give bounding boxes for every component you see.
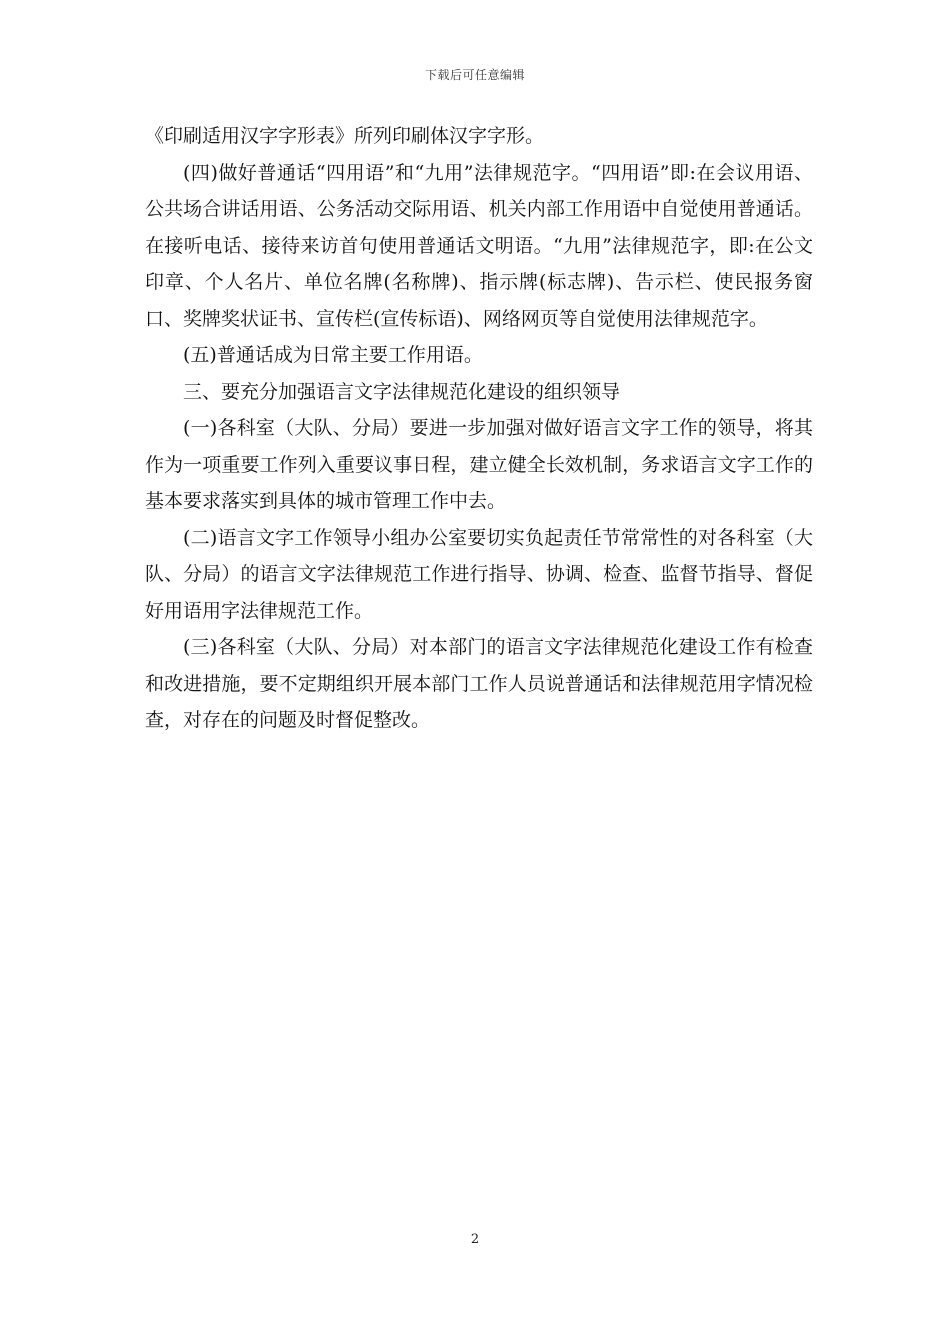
paragraph-item-five: (五)普通话成为日常主要工作用语。: [183, 344, 483, 366]
document-body: [145, 118, 813, 739]
paragraph-sub-two: (二)语言文字工作领导小组办公室要切实负起责任节常常性的对各科室（大队、分局）的语言文字法律规范工作进行指导、协调、检查、监督节指导、督促好用语用字法律规范工作。: [145, 526, 813, 622]
page-header: 下载后可任意编辑: [424, 68, 525, 82]
paragraph-sub-one: (一)各科室（大队、分局）要进一步加强对做好语言文字工作的领导，将其作为一项重要工作列入重要议事日程，建立健全长效机制，务求语言文字工作的基本要求落实到具体的城市管理工作中去。: [145, 417, 813, 512]
paragraph-sub-three: (三)各科室（大队、分局）对本部门的语言文字法律规范化建设工作有检查和改进措施，要不定期组织开展本部门工作人员说普通话和法律规范用字情况检查，对存在的问题及时督促整改。: [145, 636, 813, 731]
section-heading-three: 三、要充分加强语言文字法律规范化建设的组织领导: [183, 380, 621, 403]
paragraph-continuation: 《印刷适用汉字字形表》所列印刷体汉字字形。: [145, 125, 545, 147]
paragraph-item-four: (四)做好普通话“四用语”和“九用”法律规范字。“四用语”即:在会议用语、公共场合讲话用语、公务活动交际用语、机关内部工作用语中自觉使用普通话。在接听电话、接待来访首句使用普通话文明语。“九用”法律规范字，即:在公文印章、个人名片、单位名牌(名称牌)、指示牌(标志牌)、告示栏、使民报务窗口、奖牌奖状证书、宣传栏(宣传标语)、网络网页等自觉使用法律规范字。: [145, 161, 813, 330]
page-number: 2: [470, 1232, 480, 1247]
